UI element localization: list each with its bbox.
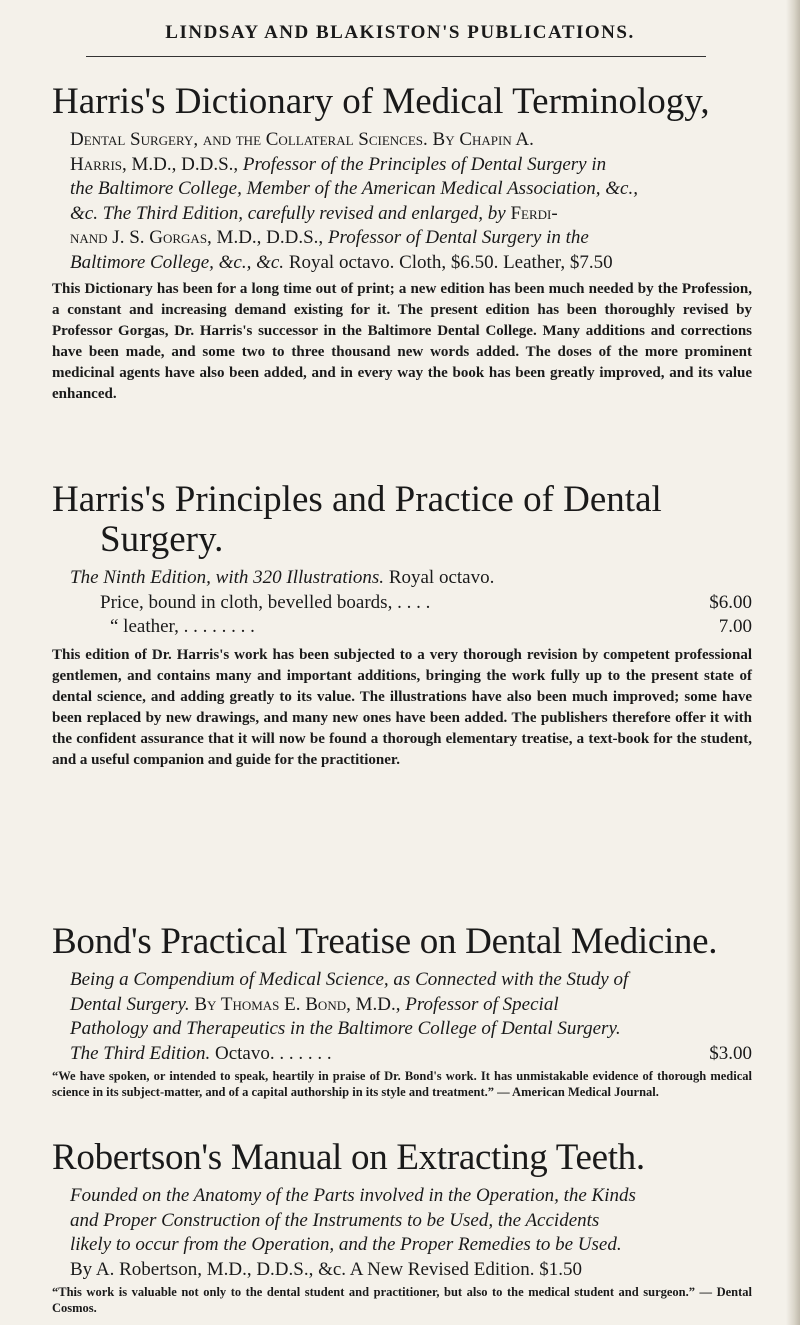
editor-name: Ferdi-: [510, 202, 558, 224]
price-row-cloth: [52, 591, 752, 615]
biblio-line: [70, 202, 752, 227]
page-edge: [786, 0, 800, 1325]
biblio-line: [70, 1017, 752, 1042]
subtitle-text: likely to occur from the Operation, and the Proper Remedies to be Used.: [70, 1234, 622, 1255]
biblio-line: [70, 226, 752, 251]
biblio-line: [70, 1209, 752, 1234]
entry-robertson-manual: [52, 1138, 752, 1316]
price-row-leather: [52, 615, 752, 639]
review-quote: “This work is valuable not only to the dental student and practitioner, but also to the medical student and surgeon.” — Dental Cosmos.: [52, 1285, 752, 1315]
biblio-line: [70, 1233, 752, 1258]
subtitle-text: Dental Surgery.: [70, 993, 195, 1015]
entry-title-line: Surgery.: [100, 519, 224, 560]
entry-edition: [52, 566, 752, 591]
format-price: Royal octavo. Cloth, $6.50. Leather, $7.50: [288, 251, 613, 273]
editor-title: Baltimore College, &c., &c.: [70, 251, 289, 273]
biblio-line: [70, 177, 752, 202]
subtitle-text: Founded on the Anatomy of the Parts involved in the Operation, the Kinds: [70, 1185, 636, 1206]
entry-description: This edition of Dr. Harris's work has been subjected to a very thorough revision by competent professional gentlemen, and contains many and important additions, bringing the work fully up to the present state of dental science, and adding greatly to its value. The illustrations have also been much improved; some have been replaced by new drawings, and many new ones have been added. The publishers therefore offer it with the confident assurance that it will now be found a thorough elementary treatise, a text-book for the student, and a useful companion and guide for the practitioner.: [52, 646, 752, 768]
entry-title: Robertson's Manual on Extracting Teeth.: [52, 1137, 645, 1178]
entry-description: This Dictionary has been for a long time out of print; a new edition has been much needed by the Profession, a constant and increasing demand existing for it. The present edition has been thoroughly revised by Professor Gorgas, Dr. Harris's successor in the Baltimore Dental College. Many additions and corrections have been made, and some two to three thousand new words added. The doses of the more prominent medicinal agents have also been added, and in every way the book has been greatly improved, and its value enhanced.: [52, 281, 752, 402]
biblio-line: [70, 1184, 752, 1209]
format-text: Royal octavo.: [384, 567, 495, 588]
biblio-line: [70, 968, 752, 993]
editor-name: nand J. S. Gorgas, M.D., D.D.S.,: [70, 227, 328, 248]
review-quote: “We have spoken, or intended to speak, heartily in praise of Dr. Bond's work. It has unmistakable evidence of thorough medical science in its subject-matter, and of a capital authorship in its style and treatment.” — American Medical Journal.: [52, 1069, 752, 1099]
price-label: Price, bound in cloth, bevelled boards, . . . .: [100, 591, 431, 613]
author-title: Pathology and Therapeutics in the Baltimore College of Dental Surgery.: [70, 1018, 621, 1039]
entry-bibliographic: [52, 1184, 752, 1282]
biblio-line: By A. Robertson, M.D., D.D.S., &c. A New Revised Edition. $1.50: [70, 1258, 582, 1280]
entry-bibliographic: [52, 128, 752, 275]
entry-bibliographic: [52, 968, 752, 1066]
author-name: By Thomas E. Bond, M.D.,: [194, 993, 406, 1015]
price-value: $3.00: [709, 1042, 752, 1064]
author-title: Professor of the Principles of Dental Surgery in: [242, 153, 607, 175]
price-value: $6.00: [709, 591, 752, 613]
edition-text: &c. The Third Edition, carefully revised and enlarged, by: [70, 202, 511, 224]
author-title: Professor of Special: [405, 993, 559, 1015]
biblio-line: [70, 993, 752, 1018]
entry-harris-principles: [52, 480, 752, 771]
author-name: Harris, M.D., D.D.S.,: [70, 153, 243, 175]
biblio-line: [70, 251, 752, 276]
edition-text: The Ninth Edition, with 320 Illustrations.: [70, 567, 385, 588]
biblio-line: [70, 1042, 752, 1067]
author-title: the Baltimore College, Member of the American Medical Association, &c.,: [70, 178, 638, 199]
edition-text: The Third Edition.: [70, 1042, 215, 1064]
format-text: Octavo. . . . . . .: [214, 1042, 332, 1064]
price-label: “ leather, . . . . . . . .: [110, 615, 255, 637]
entry-title: Harris's Dictionary of Medical Terminology,: [52, 81, 710, 122]
running-head: LINDSAY AND BLAKISTON'S PUBLICATIONS.: [165, 22, 635, 43]
subtitle-text: Being a Compendium of Medical Science, as Connected with the Study of: [70, 969, 629, 990]
entry-title-line: Harris's Principles and Practice of Dental: [52, 479, 662, 520]
subtitle-text: and Proper Construction of the Instruments to be Used, the Accidents: [70, 1209, 600, 1231]
biblio-line: Dental Surgery, and the Collateral Sciences. By Chapin A.: [70, 129, 534, 150]
price-value: 7.00: [718, 615, 752, 637]
biblio-line: [70, 153, 752, 178]
editor-title: Professor of Dental Surgery in the: [327, 227, 589, 248]
header-rule: [86, 56, 706, 57]
entry-harris-dictionary: [52, 82, 752, 405]
entry-bond-treatise: [52, 922, 752, 1100]
entry-title: Bond's Practical Treatise on Dental Medicine.: [52, 921, 718, 962]
